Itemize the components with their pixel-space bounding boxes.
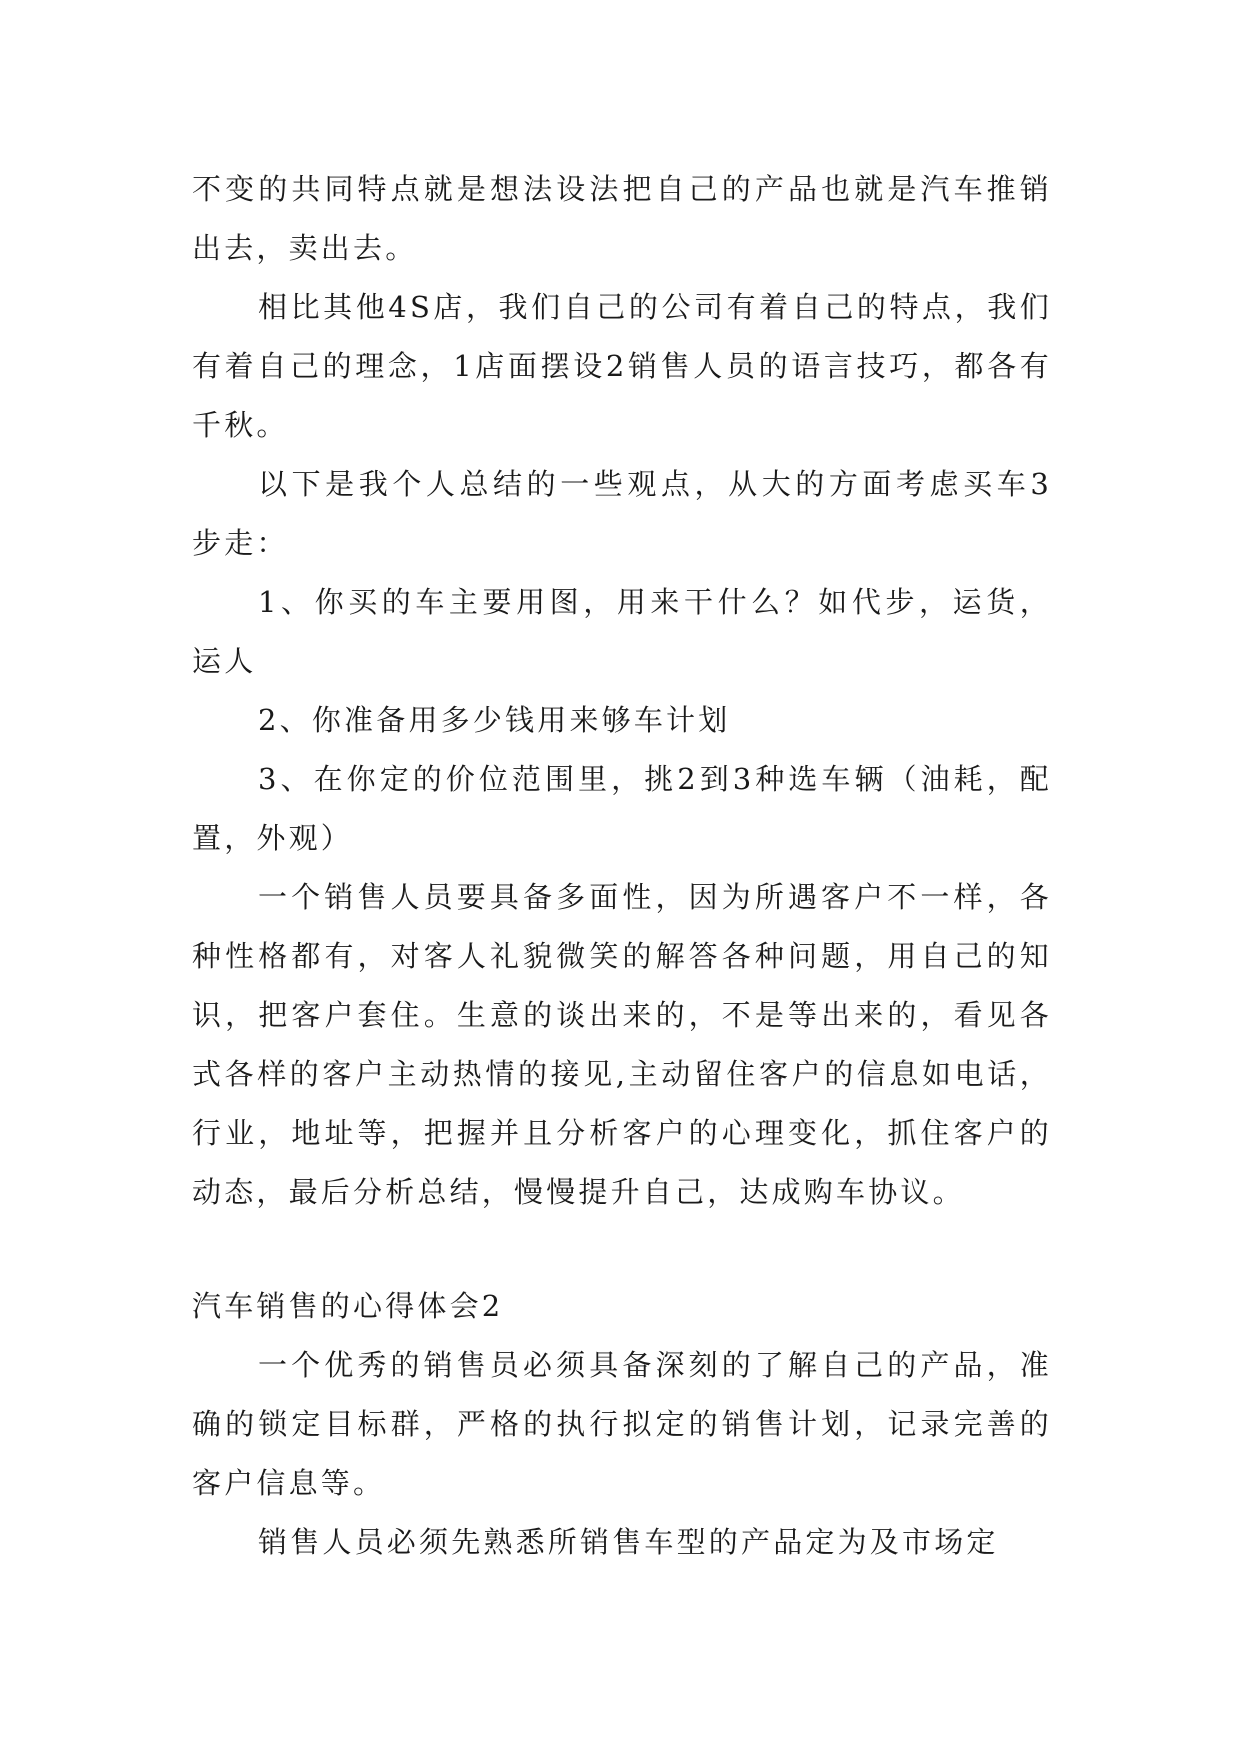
paragraph: 以下是我个人总结的一些观点，从大的方面考虑买车3步走： <box>192 467 1052 560</box>
document-body <box>192 160 1052 1572</box>
paragraph: 不变的共同特点就是想法设法把自己的产品也就是汽车推销出去，卖出去。 <box>192 172 1052 265</box>
section-heading: 汽车销售的心得体会2 <box>192 1289 504 1323</box>
paragraph: 一个销售人员要具备多面性，因为所遇客户不一样，各种性格都有，对客人礼貌微笑的解答各种问题，用自己的知识，把客户套住。生意的谈出来的，不是等出来的，看见各式各样的客户主动热情的接见,主动留住客户的信息如电话，行业，地址等，把握并且分析客户的心理变化，抓住客户的动态，最后分析总结，慢慢提升自己，达成购车协议。 <box>192 880 1052 1209</box>
list-item: 1、你买的车主要用图，用来干什么？如代步，运货，运人 <box>192 585 1052 678</box>
paragraph: 销售人员必须先熟悉所销售车型的产品定为及市场定 <box>258 1525 999 1559</box>
list-item: 2、你准备用多少钱用来够车计划 <box>258 703 731 737</box>
paragraph: 相比其他4S店，我们自己的公司有着自己的特点，我们有着自己的理念，1店面摆设2销售人员的语言技巧，都各有千秋。 <box>192 290 1052 442</box>
list-item: 3、在你定的价位范围里，挑2到3种选车辆（油耗，配置，外观） <box>192 762 1052 855</box>
paragraph: 一个优秀的销售员必须具备深刻的了解自己的产品，准确的锁定目标群，严格的执行拟定的销售计划，记录完善的客户信息等。 <box>192 1348 1052 1500</box>
